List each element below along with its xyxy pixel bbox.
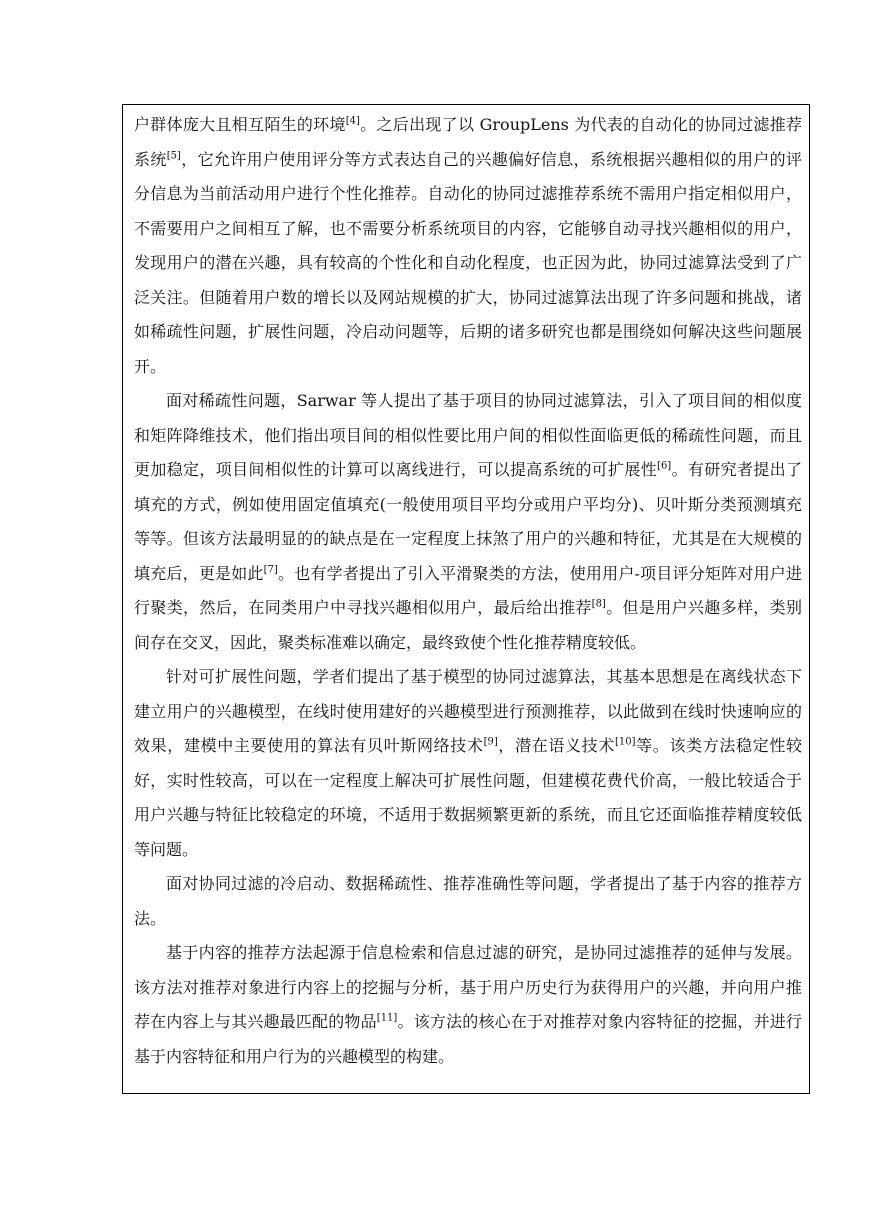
- paragraph-text: 。之后出现了以 GroupLens 为代表的自动化的协同过滤推荐系统: [134, 115, 802, 169]
- paragraph-4: [134, 867, 802, 936]
- paragraph-text: ，潜在语义技术: [497, 736, 615, 755]
- citation-ref: [5]: [166, 150, 181, 162]
- paragraph-1: [134, 108, 802, 384]
- paragraph-text: 。但是用户兴趣多样，类别间存在交叉，因此，聚类标准难以确定，最终致使个性化推荐精度较低。: [134, 598, 802, 652]
- paragraph-text: ，它允许用户使用评分等方式表达自己的兴趣偏好信息，系统根据兴趣相似的用户的评分信息为当前活动用户进行个性化推荐。自动化的协同过滤推荐系统不需用户指定相似用户，不需要用户之间相互了解，也不需要分析系统项目的内容，它能够自动寻找兴趣相似的用户，发现用户的潜在兴趣，具有较高的个性化和自动化程度，也正因为此，协同过滤算法受到了广泛关注。但随着用户数的增长以及网站规模的扩大，协同过滤算法出现了许多问题和挑战，诸如稀疏性问题，扩展性问题，冷启动问题等，后期的诸多研究也都是围绕如何解决这些问题展开。: [134, 149, 802, 376]
- citation-ref: [10]: [614, 736, 636, 748]
- citation-ref: [7]: [263, 564, 278, 576]
- citation-ref: [9]: [483, 736, 498, 748]
- paragraph-3: [134, 660, 802, 867]
- paragraph-text: 面对协同过滤的冷启动、数据稀疏性、推荐准确性等问题，学者提出了基于内容的推荐方法。: [134, 874, 802, 928]
- paragraph-5: [134, 936, 802, 1074]
- paragraph-text: 等。该类方法稳定性较好，实时性较高，可以在一定程度上解决可扩展性问题，但建模花费代价高，一般比较适合于用户兴趣与特征比较稳定的环境，不适用于数据频繁更新的系统，而且它还面临推荐精度较低等问题。: [134, 736, 802, 859]
- paragraph-text: 户群体庞大且相互陌生的环境: [134, 115, 346, 134]
- paragraph-text: 。有研究者提出了填充的方式，例如使用固定值填充(一般使用项目平均分或用户平均分)、贝叶斯分类预测填充等等。但该方法最明显的的缺点是在一定程度上抹煞了用户的兴趣和特征，尤其是在大规模的填充后，更是如此: [134, 460, 802, 583]
- citation-ref: [8]: [591, 598, 606, 610]
- paragraph-2: [134, 384, 802, 660]
- citation-ref: [11]: [376, 1012, 398, 1024]
- paragraph-text: 基于内容的推荐方法起源于信息检索和信息过滤的研究，是协同过滤推荐的延伸与发展。该方法对推荐对象进行内容上的挖掘与分析，基于用户历史行为获得用户的兴趣，并向用户推荐在内容上与其兴趣最匹配的物品: [134, 943, 802, 1031]
- paragraph-text: 。也有学者提出了引入平滑聚类的方法，使用用户-项目评分矩阵对用户进行聚类，然后，在同类用户中寻找兴趣相似用户，最后给出推荐: [134, 563, 802, 617]
- paragraph-text: 面对稀疏性问题，Sarwar 等人提出了基于项目的协同过滤算法，引入了项目间的相似度和矩阵降维技术，他们指出项目间的相似性要比用户间的相似性面临更低的稀疏性问题，而且更加稳定，项目间相似性的计算可以离线进行，可以提高系统的可扩展性: [134, 391, 802, 479]
- citation-ref: [6]: [657, 460, 672, 472]
- document-body: [134, 108, 802, 1074]
- paragraph-text: 。该方法的核心在于对推荐对象内容特征的挖掘，并进行基于内容特征和用户行为的兴趣模型的构建。: [134, 1012, 802, 1066]
- paragraph-text: 针对可扩展性问题，学者们提出了基于模型的协同过滤算法，其基本思想是在离线状态下建立用户的兴趣模型，在线时使用建好的兴趣模型进行预测推荐，以此做到在线时快速响应的效果，建模中主要使用的算法有贝叶斯网络技术: [134, 667, 802, 755]
- citation-ref: [4]: [345, 115, 360, 127]
